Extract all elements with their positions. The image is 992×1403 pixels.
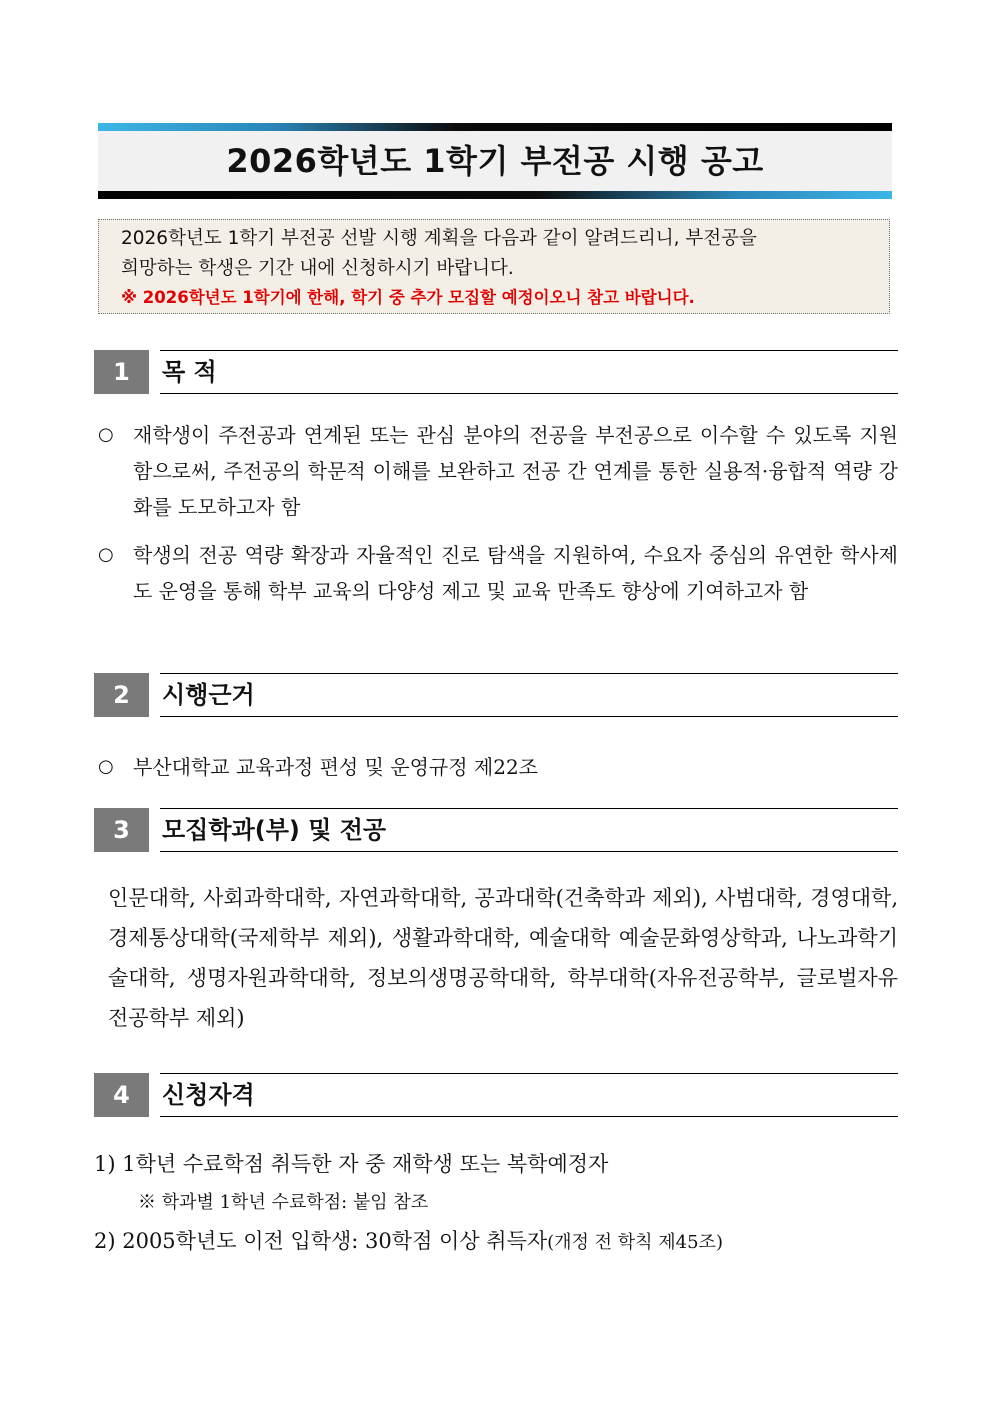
- bullet-circle-icon: ○: [98, 424, 114, 445]
- eligibility-item-1: 1) 1학년 수료학점 취득한 자 중 재학생 또는 복학예정자: [94, 1152, 609, 1176]
- section-3-paragraph: 인문대학, 사회과학대학, 자연과학대학, 공과대학(건축학과 제외), 사범대학, 경영대학, 경제통상대학(국제학부 제외), 생활과학대학, 예술대학 예술문화영상학과, 나노과학기술대학, 생명자원과학대학, 정보의생명공학대학, 학부대학(자유전공학부, 글로벌자유전공학부 제외): [108, 886, 898, 1030]
- section-number: 2: [94, 673, 149, 717]
- section-number: 1: [94, 350, 149, 394]
- section-title: 신청자격: [162, 1081, 255, 1109]
- notice-line-2: 희망하는 학생은 기간 내에 신청하시기 바랍니다.: [121, 258, 514, 279]
- bullet-text: 재학생이 주전공과 연계된 또는 관심 분야의 전공을 부전공으로 이수할 수 있도록 지원함으로써, 주전공의 학문적 이해를 보완하고 전공 간 연계를 통한 실용적·융합적 역량 강화를 도모하고자 함: [133, 423, 898, 519]
- title-bottom-bar: [98, 191, 892, 199]
- section-title: 시행근거: [162, 681, 255, 709]
- bullet-circle-icon: ○: [98, 544, 114, 565]
- section-rule-bottom: [160, 1116, 898, 1117]
- section-title: 목 적: [162, 358, 217, 386]
- section-title: 모집학과(부) 및 전공: [162, 816, 387, 844]
- section-rule-top: [160, 350, 898, 351]
- page-title: 2026학년도 1학기 부전공 시행 공고: [226, 142, 764, 180]
- eligibility-item-2-text: 2) 2005학년도 이전 입학생: 30학점 이상 취득자: [94, 1229, 548, 1253]
- notice-warning: ※ 2026학년도 1학기에 한해, 학기 중 추가 모집할 예정이오니 참고 바랍니다.: [121, 288, 695, 307]
- section-rule-bottom: [160, 716, 898, 717]
- section-rule-top: [160, 1073, 898, 1074]
- section-2-header: [94, 673, 898, 717]
- bullet-text: 부산대학교 교육과정 편성 및 운영규정 제22조: [133, 755, 538, 779]
- title-top-bar: [98, 123, 892, 131]
- section-1-header: [94, 350, 898, 394]
- section-3-header: [94, 808, 898, 852]
- title-banner: [98, 123, 892, 199]
- notice-box: [98, 219, 890, 314]
- notice-line-1: 2026학년도 1학기 부전공 선발 시행 계획을 다음과 같이 알려드리니, 부전공을: [121, 228, 757, 249]
- section-rule-bottom: [160, 851, 898, 852]
- section-number: 3: [94, 808, 149, 852]
- bullet-text: 학생의 전공 역량 확장과 자율적인 진로 탐색을 지원하여, 수요자 중심의 유연한 학사제도 운영을 통해 학부 교육의 다양성 제고 및 교육 만족도 향상에 기여하고자 함: [133, 543, 898, 603]
- section-2-bullet-1: [98, 749, 898, 785]
- section-4-header: [94, 1073, 898, 1117]
- section-1-bullet-2: [98, 537, 898, 609]
- section-rule-bottom: [160, 393, 898, 394]
- section-number: 4: [94, 1073, 149, 1117]
- eligibility-item-1-note: ※ 학과별 1학년 수료학점: 붙임 참조: [138, 1192, 429, 1213]
- eligibility-item-2-suffix: (개정 전 학칙 제45조): [547, 1232, 723, 1253]
- section-1-bullet-1: [98, 417, 898, 525]
- section-rule-top: [160, 673, 898, 674]
- bullet-circle-icon: ○: [98, 756, 114, 777]
- eligibility-item-2: [94, 1225, 723, 1255]
